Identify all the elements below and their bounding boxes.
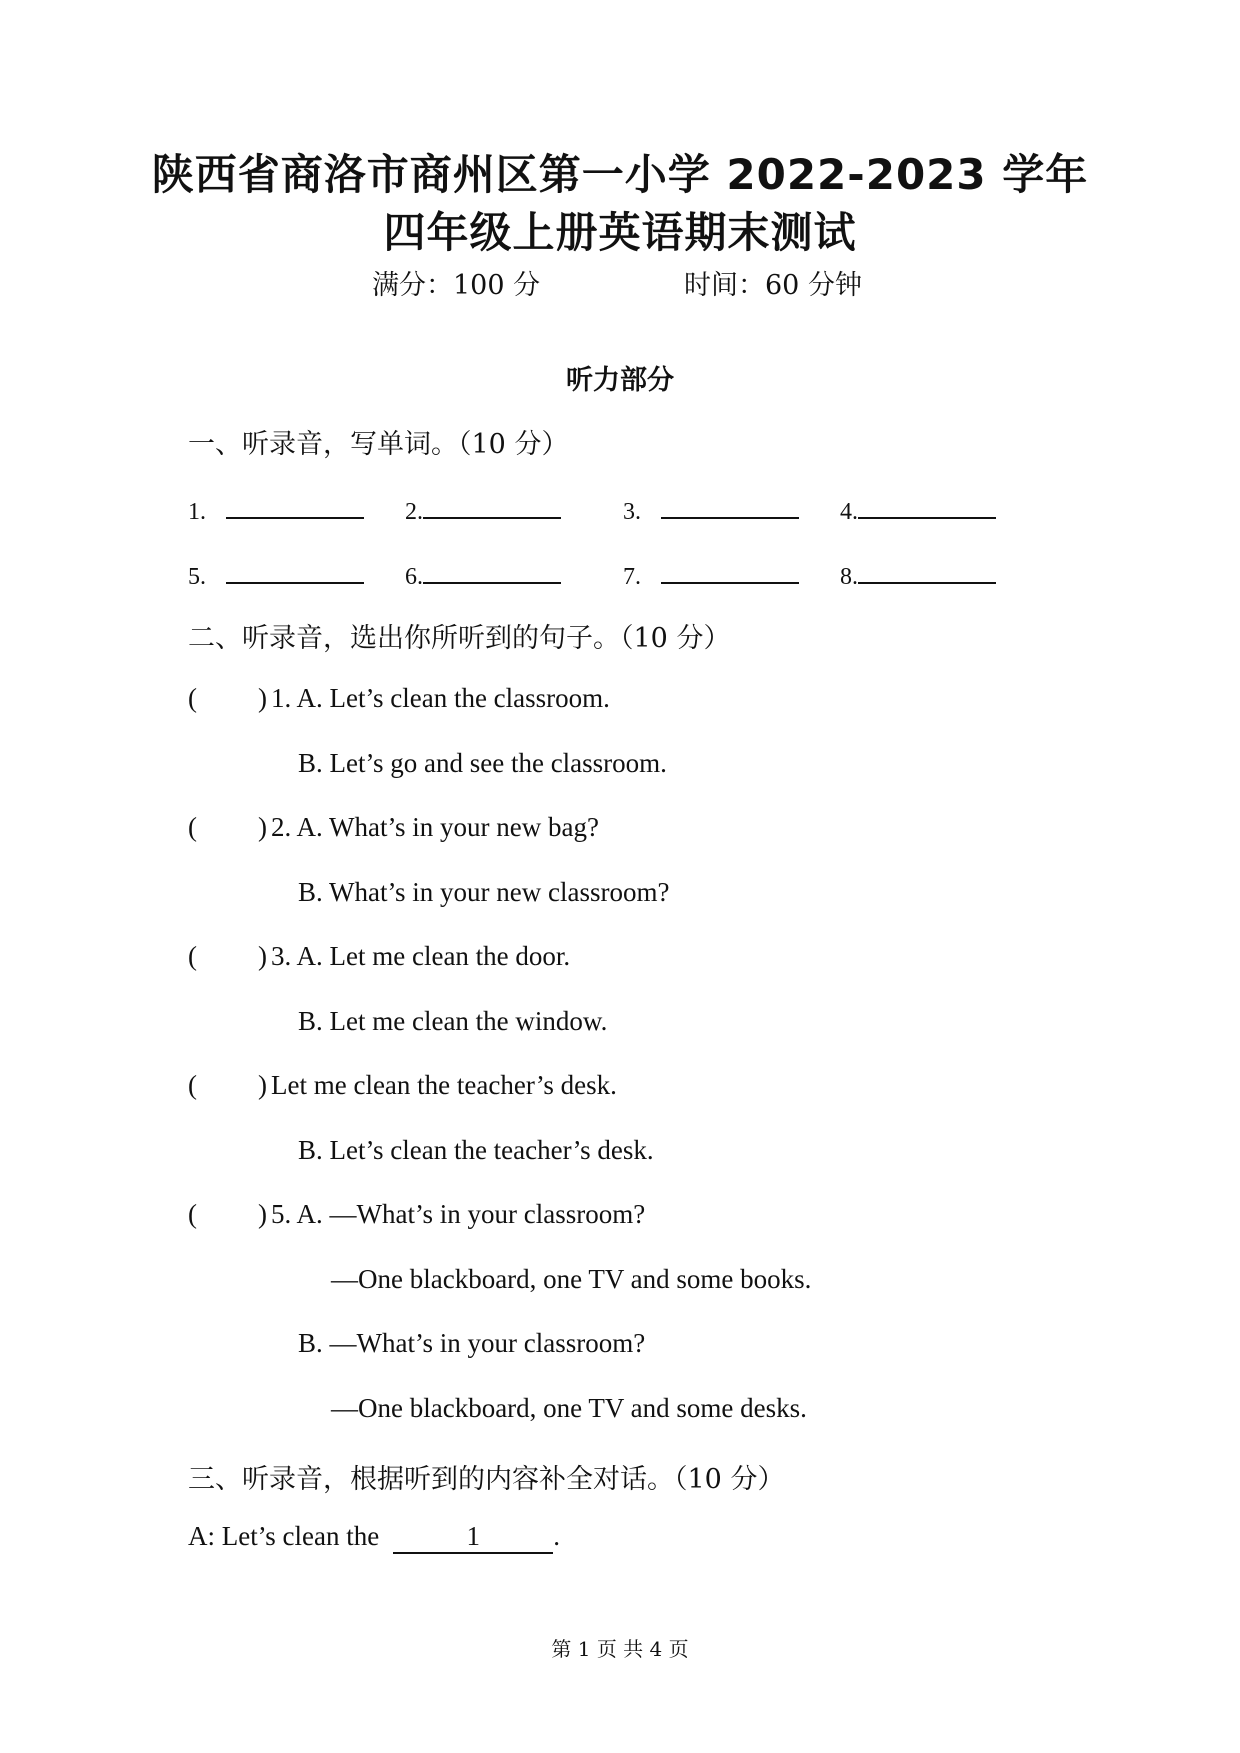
word-item-number: 5. — [188, 564, 206, 590]
answer-blank[interactable] — [661, 556, 799, 584]
option-b: B. What’s in your new classroom? — [298, 877, 670, 907]
part2-heading: 二、听录音，选出你所听到的句子。（10 分） — [188, 623, 731, 654]
option-b-line1: B. —What’s in your classroom? — [298, 1328, 646, 1358]
word-item — [405, 491, 561, 526]
answer-paren-open[interactable]: ( — [188, 941, 197, 971]
answer-blank[interactable] — [423, 556, 561, 584]
answer-blank[interactable] — [661, 491, 799, 519]
dialogue-prefix: A: Let’s clean the — [188, 1521, 380, 1551]
word-item — [623, 556, 799, 591]
option-a: 3. A. Let me clean the door. — [271, 941, 571, 971]
part3-heading: 三、听录音，根据听到的内容补全对话。（10 分） — [188, 1464, 785, 1495]
section-title: 听力部分 — [566, 365, 674, 396]
word-item-number: 3. — [623, 499, 641, 525]
word-item-number: 8. — [840, 564, 858, 590]
option-a: Let me clean the teacher’s desk. — [271, 1070, 617, 1100]
word-item — [840, 491, 996, 526]
answer-paren-open[interactable]: ( — [188, 812, 197, 842]
answer-blank[interactable] — [423, 491, 561, 519]
dialogue-suffix: . — [553, 1521, 560, 1551]
option-b: B. Let me clean the window. — [298, 1006, 608, 1036]
part1-heading: 一、听录音，写单词。（10 分） — [188, 429, 569, 460]
word-item — [188, 491, 364, 526]
option-b: B. Let’s go and see the classroom. — [298, 748, 667, 778]
full-score: 满分：100 分 — [372, 270, 541, 301]
dialogue-blank[interactable]: 1 — [393, 1521, 553, 1554]
answer-paren-close: ) — [258, 812, 267, 842]
answer-paren-close: ) — [258, 1070, 267, 1100]
option-a-line2: —One blackboard, one TV and some books. — [331, 1264, 812, 1294]
option-b-line2: —One blackboard, one TV and some desks. — [331, 1393, 807, 1423]
word-item-number: 4. — [840, 499, 858, 525]
word-item-number: 6. — [405, 564, 423, 590]
option-a-line1: 5. A. —What’s in your classroom? — [271, 1199, 646, 1229]
word-item-number: 1. — [188, 499, 206, 525]
word-item — [405, 556, 561, 591]
answer-blank[interactable] — [858, 491, 996, 519]
option-a: 2. A. What’s in your new bag? — [271, 812, 599, 842]
exam-time: 时间：60 分钟 — [684, 270, 862, 301]
answer-paren-close: ) — [258, 683, 267, 713]
option-b: B. Let’s clean the teacher’s desk. — [298, 1135, 654, 1165]
page-footer: 第 1 页 共 4 页 — [551, 1637, 689, 1661]
answer-blank[interactable] — [858, 556, 996, 584]
option-a: 1. A. Let’s clean the classroom. — [271, 683, 610, 713]
answer-blank[interactable] — [226, 556, 364, 584]
dialogue-line — [188, 1521, 560, 1554]
word-item-number: 2. — [405, 499, 423, 525]
answer-paren-open[interactable]: ( — [188, 683, 197, 713]
answer-blank[interactable] — [226, 491, 364, 519]
page-title-line2: 四年级上册英语期末测试 — [383, 208, 857, 257]
answer-paren-close: ) — [258, 1199, 267, 1229]
answer-paren-open[interactable]: ( — [188, 1199, 197, 1229]
word-item — [623, 491, 799, 526]
word-item — [840, 556, 996, 591]
word-item-number: 7. — [623, 564, 641, 590]
answer-paren-close: ) — [258, 941, 267, 971]
word-item — [188, 556, 364, 591]
page-title-line1: 陕西省商洛市商州区第一小学 2022-2023 学年 — [151, 150, 1089, 199]
answer-paren-open[interactable]: ( — [188, 1070, 197, 1100]
